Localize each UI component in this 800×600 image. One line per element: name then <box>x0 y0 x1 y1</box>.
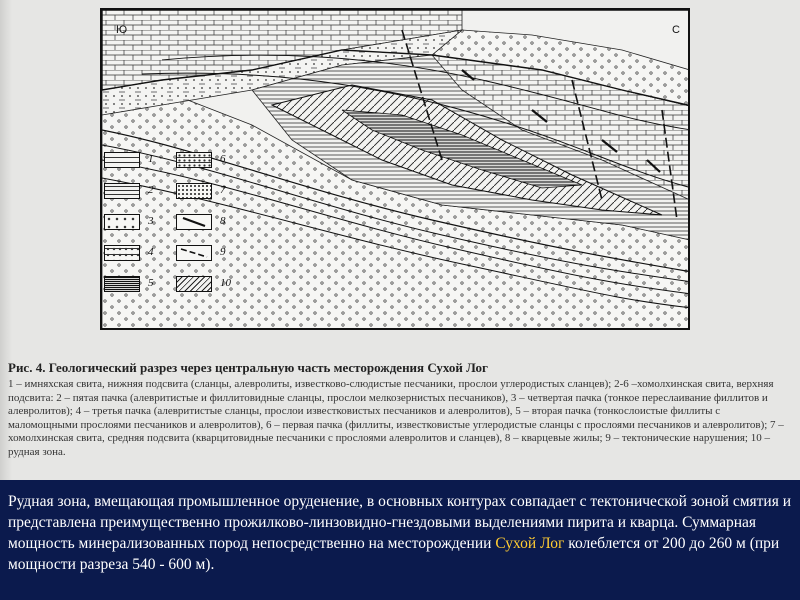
legend-item-4 <box>104 243 174 265</box>
legend-swatch-stripes <box>104 183 140 199</box>
legend-swatch-quartz-vein <box>176 214 212 230</box>
legend-number: 1 <box>148 153 154 165</box>
legend-number: 9 <box>220 246 226 258</box>
slide-body-text <box>8 491 792 575</box>
legend-swatch-circles <box>104 214 140 230</box>
legend-swatch-dash-dot <box>104 245 140 261</box>
direction-north-label: С <box>672 24 680 36</box>
legend-item-3 <box>104 212 174 234</box>
legend-item-9 <box>176 243 246 265</box>
legend-item-2 <box>104 181 174 203</box>
legend-item-10 <box>176 274 246 296</box>
legend-swatch-fine-dots <box>176 183 212 199</box>
legend-item-5 <box>104 274 174 296</box>
figure-caption-legend-text: 1 – имняхская свита, нижняя подсвита (сланцы, алевролиты, известково-слюдистые песчаники, прослои углеродистых сланцев); 2-6 –хомолхинская свита, верхняя подсвита: 2 – пятая пачка (алевритистые и филлитовидные сланцы, прослои мелкозернистых песчаников), 3 – четвертая пачка (тонкое переслаивание филлитов и алевролитов); 4 – третья пачка (алевритистые сланцы, прослои известковистых песчаников и алевролитов), 5 – вторая пачка (тонкослоистые филлиты с маломощными прослоями песчаников и алевролитов), 6 – первая пачка (филлиты, известковистые углеродистые сланцы с прослоями песчаников и алевролитов); 7 – хомолхинская свита, средняя подсвита (кварцитовидные песчаники с прослоями алевролитов и сланцев), 8 – кварцевые жилы; 9 – тектонические нарушения; 10 – рудная зона. <box>8 378 784 458</box>
legend-number: 7 <box>220 184 226 196</box>
legend-item-1 <box>104 150 174 172</box>
body-text-part: колеблется от 200 до 260 м (при мощности разреза 540 - 600 м). <box>8 535 780 573</box>
legend-number: 10 <box>220 277 231 289</box>
legend-number: 2 <box>148 184 154 196</box>
legend-item-6 <box>176 150 246 172</box>
fault-line-icon <box>177 246 211 260</box>
body-text-part: Рудная зона, вмещающая промышленное оруденение, в основных контурах совпадает с тектонической зоной смятия и представлена преимущественно прожилково-линзовидно-гнездовыми выделениями пирита и кварца. Суммарная мощность минерализованных пород непосредственно на месторождении <box>8 493 792 552</box>
legend-number: 6 <box>220 153 226 165</box>
quartz-vein-icon <box>177 215 211 229</box>
legend-swatch-dotted-lines <box>176 152 212 168</box>
figure-legend <box>104 150 244 310</box>
legend-swatch-fault <box>176 245 212 261</box>
legend-swatch-dense <box>104 276 140 292</box>
legend-item-8 <box>176 212 246 234</box>
legend-number: 8 <box>220 215 226 227</box>
direction-south-label: Ю <box>116 24 128 36</box>
legend-number: 5 <box>148 277 154 289</box>
legend-swatch-ore-zone <box>176 276 212 292</box>
legend-swatch-brick <box>104 152 140 168</box>
deposit-name-highlight: Сухой Лог <box>495 535 565 552</box>
legend-number: 3 <box>148 215 154 227</box>
legend-item-7 <box>176 181 246 203</box>
legend-number: 4 <box>148 246 154 258</box>
figure-caption-title: Рис. 4. Геологический разрез через центральную часть месторождения Сухой Лог <box>8 360 488 375</box>
